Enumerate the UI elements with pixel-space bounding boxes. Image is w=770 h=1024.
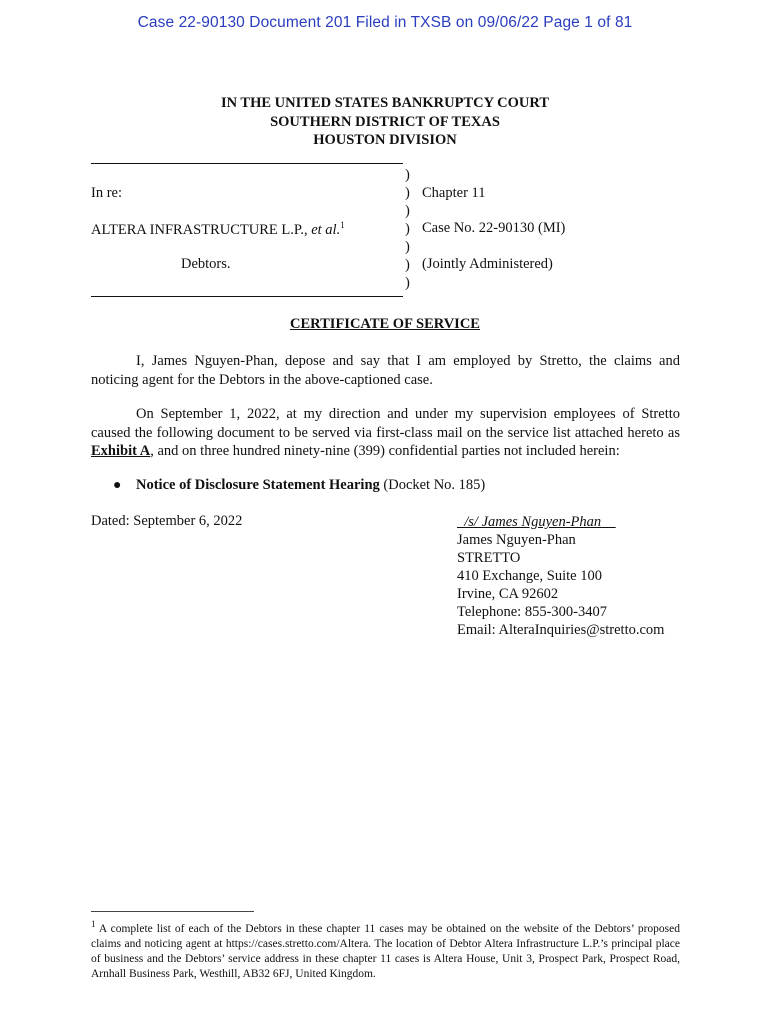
exhibit-a-ref: Exhibit A <box>91 443 151 459</box>
court-line-1: IN THE UNITED STATES BANKRUPTCY COURT <box>220 95 550 111</box>
court-line-2: SOUTHERN DISTRICT OF TEXAS <box>270 113 500 130</box>
paragraph-2-text-b: , and on three hundred ninety-nine (399) confidential parties not included herein: <box>150 443 620 459</box>
footnote-text: A complete list of each of the Debtors in these chapter 11 cases may be obtained on the website of the Debtors’ proposed claims and noticing agent at https://cases.stretto.com/Altera. The location of Debtor Altera Infrastructure L.P.’s principal place of business and the Debtors’ service address in these chapter 11 cases is Altera House, Unit 3, Prospect Park, Prospect Road, Arnhall Business Park, Westhill, AB32 6FJ, United Kingdom. <box>91 922 680 980</box>
caption-debtors: Debtors. <box>181 256 231 272</box>
paragraph-2 <box>91 405 680 461</box>
caption-parentheses: ) ) ) ) ) ) ) <box>405 167 410 291</box>
served-document-docket: (Docket No. 185) <box>379 477 486 493</box>
caption-top-rule <box>91 163 403 164</box>
court-heading <box>0 94 770 150</box>
footnote-ref: 1 <box>340 220 345 230</box>
paragraph-2-text-a: On September 1, 2022, at my direction and under my supervision employees of Stretto caused the following document to be served via first-class mail on the service list attached hereto as <box>91 406 680 441</box>
signer-name: James Nguyen-Phan <box>457 532 576 548</box>
debtor-name-text: ALTERA INFRASTRUCTURE L.P., <box>91 221 312 238</box>
footnote-mark: 1 <box>91 919 96 929</box>
bullet-icon: ● <box>113 478 122 493</box>
caption-chapter: Chapter 11 <box>422 185 486 201</box>
signer-company: STRETTO <box>457 550 521 566</box>
caption-bottom-rule <box>91 296 403 297</box>
court-line-3: HOUSTON DIVISION <box>313 132 457 148</box>
caption-debtor-name <box>91 220 345 239</box>
dated-line: Dated: September 6, 2022 <box>91 513 243 529</box>
signer-email: Email: AlteraInquiries@stretto.com <box>457 622 665 638</box>
signature-block <box>457 513 664 639</box>
caption-jointly-administered: (Jointly Administered) <box>422 256 553 272</box>
caption-in-re: In re: <box>91 185 122 201</box>
footnote-rule <box>91 911 254 912</box>
served-document-item <box>136 477 485 494</box>
footnote <box>91 917 680 982</box>
document-title: CERTIFICATE OF SERVICE <box>290 316 480 332</box>
caption-case-no: Case No. 22-90130 (MI) <box>422 220 566 236</box>
ecf-header-stamp: Case 22-90130 Document 201 Filed in TXSB on 09/06/22 Page 1 of 81 <box>137 14 633 31</box>
signer-phone: Telephone: 855-300-3407 <box>457 604 607 620</box>
signer-address-1: 410 Exchange, Suite 100 <box>457 568 602 584</box>
served-document-title: Notice of Disclosure Statement Hearing <box>136 477 380 493</box>
signer-address-2: Irvine, CA 92602 <box>457 586 559 602</box>
et-al: et al. <box>311 221 341 238</box>
signature-line: /s/ James Nguyen-Phan <box>457 514 616 530</box>
paragraph-1: I, James Nguyen-Phan, depose and say that I am employed by Stretto, the claims and noticing agent for the Debtors in the above-captioned case. <box>91 353 680 388</box>
